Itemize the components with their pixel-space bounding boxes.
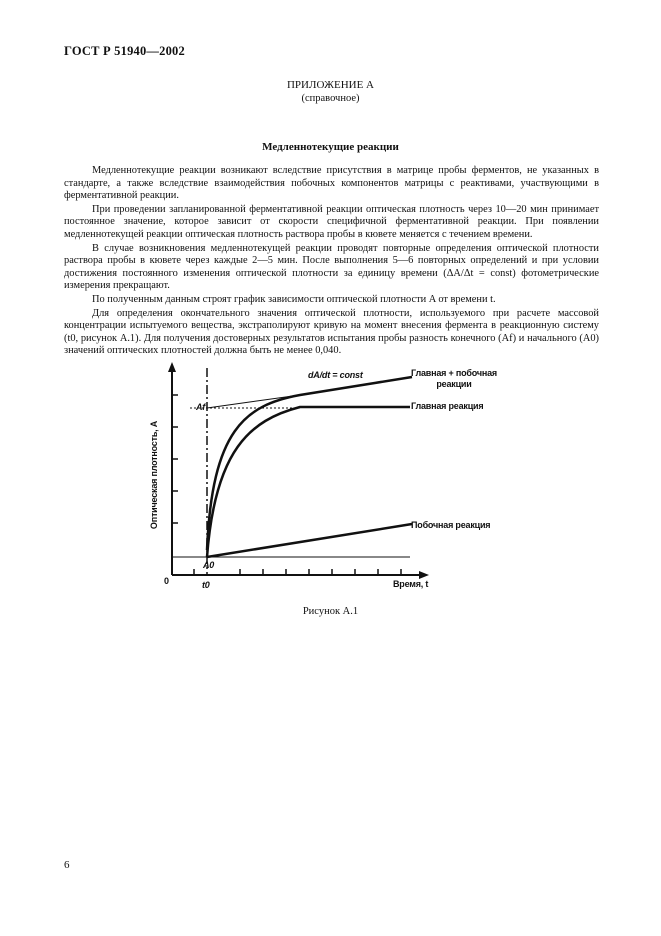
body-text: [64, 165, 599, 359]
a0-label: A0: [203, 560, 215, 570]
y-axis-arrow: [168, 362, 176, 372]
main-side-reaction-label-line2: реакции: [436, 379, 472, 389]
figure-graph: [140, 360, 500, 600]
paragraph: По полученным данным строят график зависимости оптической плотности A от времени t.: [92, 293, 496, 305]
y-axis-label: Оптическая плотность, A: [149, 420, 159, 530]
x-axis-label: Время, t: [393, 579, 429, 589]
side-reaction-label: Побочная реакция: [411, 520, 491, 530]
main-side-reaction-label-line1: Главная + побочная: [411, 368, 497, 378]
origin-label: 0: [164, 576, 169, 586]
appendix-title: ПРИЛОЖЕНИЕ А: [286, 79, 374, 91]
main-side-reaction-curve: [207, 377, 412, 550]
appendix-subtitle: (справочное): [301, 93, 360, 104]
appendix-heading: [0, 79, 661, 105]
paragraph: В случае возникновения медленнотекущей реакции проводят повторные определения оптической плотности раствора пробы в кювете через каждые 2—5 мин. После выполнения 5—6 повторных определений и при условии достижения постоянного изменения оптической плотности за единицу времени (ΔA/Δt = const) фотометрические измерения прекращают.: [64, 242, 599, 292]
paragraph: При проведении запланированной ферментативной реакции оптическая плотность через 10—20 мин принимает постоянное значение, которое зависит от скорости специфичной ферментативной реакции. При появлении медленнотекущей реакции оптическая плотность раствора пробы в кювете меняется с течением времени.: [64, 203, 599, 240]
af-label: Af: [196, 402, 206, 412]
extrapolation-line: [207, 395, 300, 408]
t0-label: t0: [202, 580, 210, 590]
slope-label: dA/dt = const: [308, 370, 363, 380]
side-reaction-line: [207, 524, 412, 557]
section-title: Медленнотекущие реакции: [262, 141, 399, 153]
document-header: ГОСТ Р 51940—2002: [64, 44, 185, 58]
main-side-reaction-label: [411, 368, 497, 390]
paragraph: Для определения окончательного значения оптической плотности, используемого при расчете массовой концентрации испытуемого вещества, экстраполируют кривую на момент внесения фермента в реакционную систему (t0, рисунок А.1). Для получения достоверных результатов испытания пробы разность конечного (Af) и начального (A0) значений оптических плотностей должна быть не менее 0,040.: [64, 307, 599, 357]
x-axis-arrow: [419, 571, 429, 579]
figure-a1: [140, 360, 500, 600]
main-reaction-label: Главная реакция: [411, 401, 484, 411]
paragraph: Медленнотекущие реакции возникают вследствие присутствия в матрице пробы ферментов, не указанных в стандарте, а также вследствие взаимодействия побочных компонентов матрицы с реактивами, участвующими в ферментативной реакции.: [64, 165, 599, 202]
figure-caption: Рисунок А.1: [302, 606, 359, 617]
page-number: 6: [64, 859, 70, 871]
